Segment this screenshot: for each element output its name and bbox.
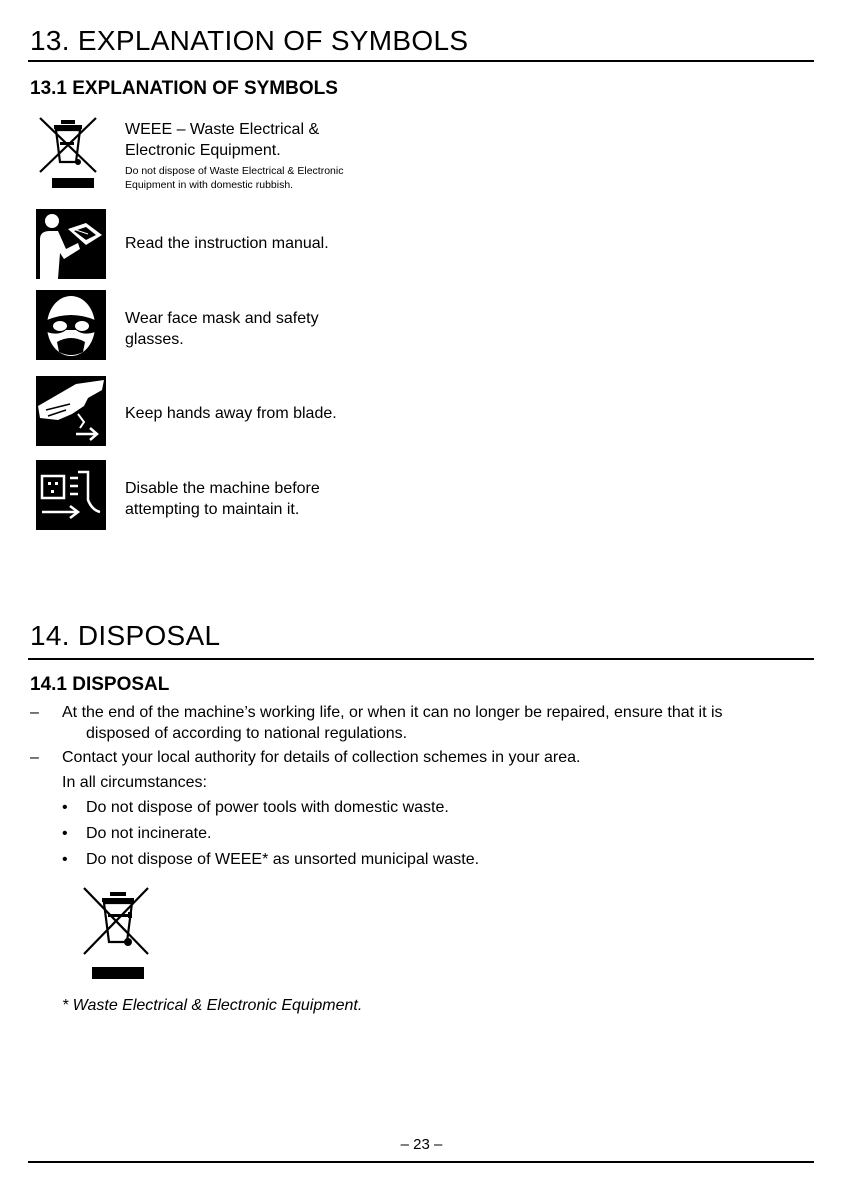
symbol-face-mask-text [125, 308, 319, 350]
symbol-face-mask-line1: Wear face mask and safety [125, 310, 319, 327]
symbol-disable-line2: attempting to maintain it. [125, 501, 300, 518]
bullet-marker: • [62, 799, 68, 816]
disposal-item-1-line2: disposed of according to national regulations. [86, 725, 408, 742]
bullet-item: Do not dispose of power tools with domestic waste. [86, 799, 449, 816]
hand-away-blade-icon [36, 376, 106, 446]
footer-rule [28, 1161, 814, 1163]
bullet-marker: • [62, 825, 68, 842]
bullet-item: Do not incinerate. [86, 825, 212, 842]
symbol-weee-text [125, 119, 319, 161]
symbol-weee-line2: Electronic Equipment. [125, 142, 281, 159]
disposal-item-1 [62, 702, 723, 744]
bullet-marker: • [62, 851, 68, 868]
bullet-item: Do not dispose of WEEE* as unsorted municipal waste. [86, 851, 480, 868]
symbol-weee-note-line1: Do not dispose of Waste Electrical & Electronic [125, 165, 344, 177]
read-manual-icon [36, 209, 106, 279]
section-14-1-subheading: 14.1 DISPOSAL [30, 674, 170, 695]
disposal-item-1-line1: At the end of the machine’s working life, or when it can no longer be repaired, ensure that it is [62, 704, 723, 721]
symbol-weee-note-line2: Equipment in with domestic rubbish. [125, 179, 294, 191]
symbol-weee-note [125, 164, 343, 192]
symbol-weee-line1: WEEE – Waste Electrical & [125, 121, 320, 138]
dash-marker: – [30, 704, 39, 721]
footnote: * Waste Electrical & Electronic Equipment. [62, 997, 363, 1014]
symbol-disable-line1: Disable the machine before [125, 480, 320, 497]
symbol-face-mask-line2: glasses. [125, 331, 184, 348]
section-13-heading: 13. EXPLANATION OF SYMBOLS [30, 25, 469, 56]
section-14-rule [28, 658, 814, 660]
symbol-disable-text [125, 478, 320, 520]
face-mask-goggles-icon [36, 290, 106, 360]
disposal-item-2: Contact your local authority for details of collection schemes in your area. [62, 749, 581, 766]
symbol-read-manual-text: Read the instruction manual. [125, 235, 329, 252]
circumstances-label: In all circumstances: [62, 774, 207, 791]
weee-crossed-bin-icon [36, 114, 108, 194]
dash-marker: – [30, 749, 39, 766]
disconnect-plug-icon [36, 460, 106, 530]
section-13-rule [28, 60, 814, 62]
weee-crossed-bin-icon [82, 886, 154, 982]
page-number: – 23 – [400, 1136, 443, 1153]
symbol-hands-away-text: Keep hands away from blade. [125, 405, 337, 422]
section-14-heading: 14. DISPOSAL [30, 620, 221, 651]
section-13-1-subheading: 13.1 EXPLANATION OF SYMBOLS [30, 78, 338, 99]
